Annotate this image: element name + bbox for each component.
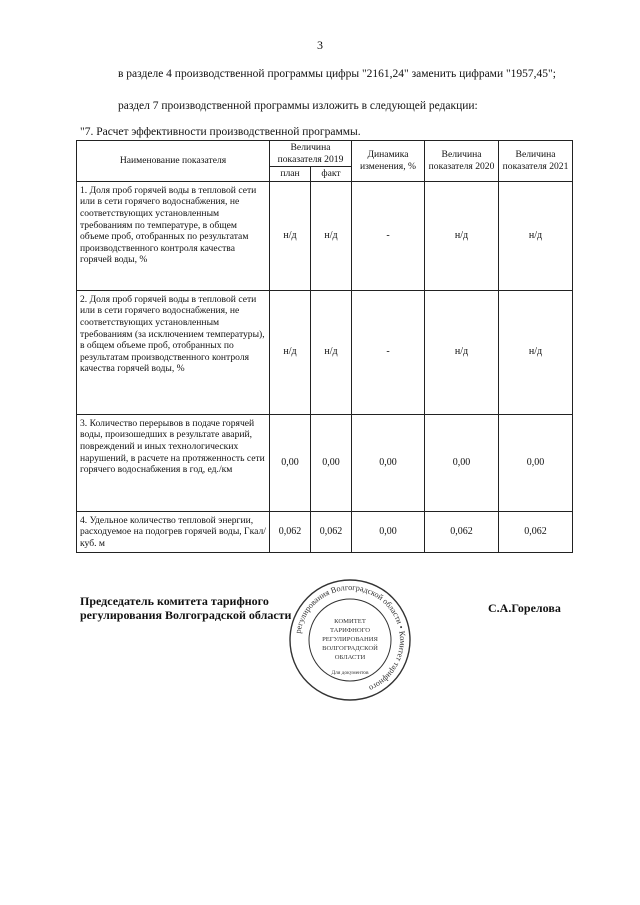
- signatory-position: [80, 594, 291, 622]
- header-value-2021: Величина показателя 2021: [499, 141, 573, 182]
- header-dynamics: Динамика изменения, %: [352, 141, 425, 182]
- table-row: [77, 290, 573, 414]
- header-value-2020: Величина показателя 2020: [425, 141, 499, 182]
- table-row: [77, 181, 573, 290]
- paragraph-section-7: раздел 7 производственной программы изложить в следующей редакции:: [118, 100, 478, 112]
- paragraph-replace-figures: в разделе 4 производственной программы цифры "2161,24" заменить цифрами "1957,45";: [118, 68, 556, 80]
- row-dynamics: -: [352, 181, 425, 290]
- row-value-2021: н/д: [499, 290, 573, 414]
- header-fact: факт: [311, 167, 352, 182]
- row-name: 1. Доля проб горячей воды в тепловой сети или в сети горячего водоснабжения, не соответствующих установленным требованиям по температуре, в общем объеме проб, отобранных по результатам производственного контроля качества горячей воды, %: [77, 181, 270, 290]
- row-value-2021: 0,062: [499, 511, 573, 552]
- row-fact: 0,00: [311, 414, 352, 511]
- seal-center-line-4: ВОЛГОГРАДСКОЙ: [322, 645, 378, 652]
- row-value-2020: н/д: [425, 181, 499, 290]
- row-plan: н/д: [270, 290, 311, 414]
- seal-center-line-2: ТАРИФНОГО: [329, 627, 371, 634]
- row-dynamics: -: [352, 290, 425, 414]
- row-value-2021: 0,00: [499, 414, 573, 511]
- signatory-name: С.А.Горелова: [488, 601, 561, 615]
- indicators-table: [76, 140, 573, 553]
- row-value-2020: 0,00: [425, 414, 499, 511]
- signatory-position-line-1: Председатель комитета тарифного: [80, 594, 269, 608]
- header-plan: план: [270, 167, 311, 182]
- row-name: 4. Удельное количество тепловой энергии, расходуемое на подогрев горячей воды, Гкал/куб. м: [77, 511, 270, 552]
- official-seal: [286, 576, 414, 704]
- row-value-2021: н/д: [499, 181, 573, 290]
- page-number: 3: [317, 38, 323, 52]
- row-value-2020: н/д: [425, 290, 499, 414]
- row-fact: н/д: [311, 181, 352, 290]
- seal-bottom-text: Для документов: [331, 670, 369, 676]
- table-row: [77, 414, 573, 511]
- header-value-2019: Величина показателя 2019: [270, 141, 352, 167]
- seal-center-line-1: КОМИТЕТ: [334, 618, 366, 625]
- signatory-position-line-2: регулирования Волгоградской области: [80, 608, 292, 622]
- row-plan: 0,00: [270, 414, 311, 511]
- seal-center-line-5: ОБЛАСТИ: [334, 654, 366, 661]
- row-dynamics: 0,00: [352, 414, 425, 511]
- table-row: [77, 511, 573, 552]
- header-indicator-name: Наименование показателя: [77, 141, 270, 182]
- row-plan: 0,062: [270, 511, 311, 552]
- row-plan: н/д: [270, 181, 311, 290]
- seal-center-line-3: РЕГУЛИРОВАНИЯ: [322, 636, 378, 643]
- row-name: 2. Доля проб горячей воды в тепловой сети или в сети горячего водоснабжения, не соответствующих установленным требованиям (за исключением температуры), в общем объеме проб, отобранных по результатам производственного контроля качества горячей воды, %: [77, 290, 270, 414]
- seal-ring-text: регулирования Волгоградской области • Комитет тарифного: [293, 582, 408, 693]
- row-name: 3. Количество перерывов в подаче горячей воды, произошедших в результате аварий, повреждений и иных технологических нарушений, в расчете на протяженность сети горячего водоснабжения в год, ед./км: [77, 414, 270, 511]
- section-title: "7. Расчет эффективности производственной программы.: [80, 126, 361, 138]
- row-dynamics: 0,00: [352, 511, 425, 552]
- table-header-row: [77, 141, 573, 167]
- row-value-2020: 0,062: [425, 511, 499, 552]
- row-fact: 0,062: [311, 511, 352, 552]
- row-fact: н/д: [311, 290, 352, 414]
